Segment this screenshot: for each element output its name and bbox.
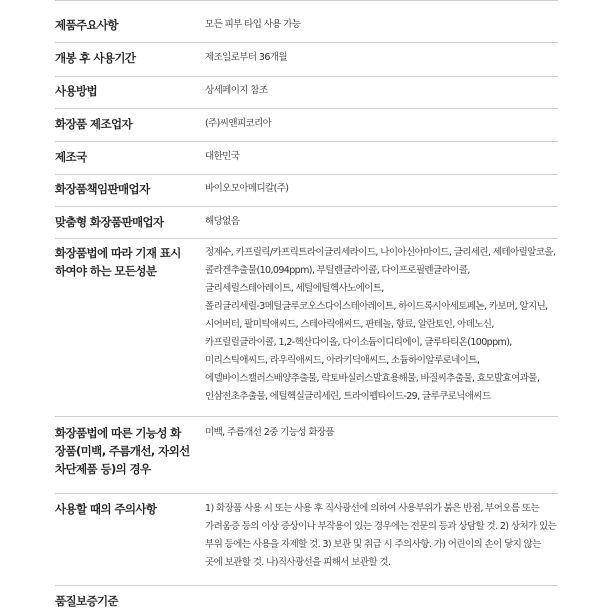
row-label: 사용할 때의 주의사항 (55, 502, 157, 516)
row-divider (55, 174, 558, 175)
row-divider (55, 493, 558, 494)
row-divider (55, 141, 558, 142)
row-value: 제조일로부터 36개월 (205, 52, 287, 63)
row-value: 상세페이지 참조 (205, 85, 268, 96)
row-divider (55, 42, 558, 43)
row-label: 사용방법 (55, 84, 98, 98)
row-value: 미백, 주름개선 2중 기능성 화장품 (205, 427, 335, 438)
row-value: 정제수, 카프릴릭/카프릭트라이글리세라이드, 나이아신아마이드, 글리세린, 세테아릴알코올, 콜라겐추출물(10,094ppm), 부틸렌글라이콜, 다이프로필렌글라이콜, 글리세릴스테아레이트, 세틸에틸헥사노에이트, 폴리글리세릴-3메틸글루코오스다이스테아레이트, 하이드록시아세토페논, 카보머, 알지닌, 시어버터, 팔미틱애씨드, 스테아릭애씨드, 판테놀, 향료, 알란토인, 아데노신, 카프릴릴글라이콜, 1,2-헥산다이올, 다이소듐이디티에이, 글루타티온(100ppm), 미리스틱애씨드, 라우릭애씨드, 아라키딕애씨드, 소듐하이알루로네이트, 에델바이스캘러스배양추출물, 락토바실러스발효용해물, 바질씨추출물, 효모발효여과물, 인삼전초추출물, 에틸헥실글리세린, 트라이펩타이드-29, 글루쿠로닉애씨드 (205, 247, 556, 402)
row-label: 개봉 후 사용기간 (55, 51, 136, 65)
row-label: 화장품 제조업자 (55, 117, 132, 131)
row-value: 모든 피부 타입 사용 가능 (205, 19, 301, 30)
row-value: 1) 화장품 사용 시 또는 사용 후 직사광선에 의하여 사용부위가 붉은 반점, 부어오름 또는 가려움증 등의 이상 증상이나 부작용이 있는 경우에는 전문의 등과 상담할 것. 2) 상처가 있는 부위 등에는 사용을 자제할 것. 3) 보관 및 취급 시 주의사항. 가) 어린이의 손이 닿지 않는 곳에 보관할 것. 나)직사광선을 피해서 보관할 것. (205, 503, 557, 568)
row-divider (55, 108, 558, 109)
row-label: 화장품법에 따라 기재 표시 하여야 하는 모든성분 (55, 246, 181, 278)
row-divider (55, 585, 558, 586)
row-label: 화장품법에 따른 기능성 화장품(미백, 주름개선, 자외선 차단제품 등)의 경우 (55, 426, 190, 476)
row-label: 제품주요사항 (55, 18, 119, 32)
row-value: 바이오모아메디칼(주) (205, 183, 289, 194)
row-divider (55, 416, 558, 417)
row-value: (주)씨앤피코리아 (205, 118, 272, 129)
row-label: 화장품책임판매업자 (55, 182, 150, 196)
row-divider (55, 76, 558, 77)
row-divider (55, 206, 558, 207)
row-label: 맞춤형 화장품판매업자 (55, 215, 164, 229)
row-label: 제조국 (55, 150, 87, 164)
row-label: 품질보증기준 (55, 594, 119, 608)
row-value: 해당없음 (205, 216, 240, 227)
row-divider (55, 238, 558, 239)
row-value: 대한민국 (205, 151, 240, 162)
row-divider (55, 0, 558, 1)
